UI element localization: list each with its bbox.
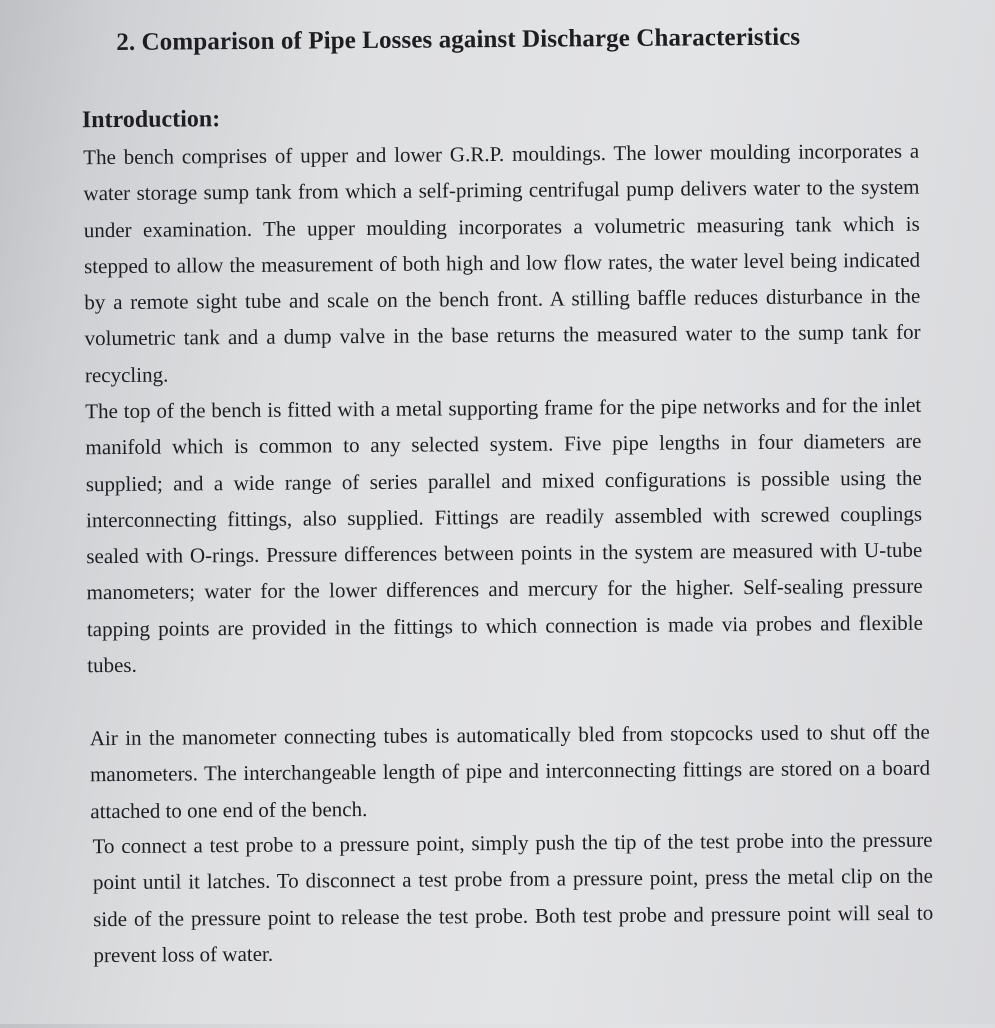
section-heading-introduction: Introduction: [81,106,221,134]
document-title: 2. Comparison of Pipe Losses against Discharge Characteristics [116,23,801,56]
paragraph-pipe-network: The top of the bench is fitted with a metal supporting frame for the pipe networks and for the inlet manifold which is common to any selected system. Five pipe lengths in four diameters are supplied; and a wide range of series parallel and mixed configurations is possible using the interconnecting fittings, also supplied. Fittings are readily assembled with screwed couplings sealed with O-rings. Pressure differences between points in the system are measured with U-tube manometers; water for the lower differences and mercury for the higher. Self-sealing pressure tapping points are provided in the fittings to which connection is made via probes and flexible tubes. [85,392,923,678]
paragraph-test-probe: To connect a test probe to a pressure point, simply push the tip of the test probe into the pressure point until it latches. To disconnect a test probe from a pressure point, press the metal clip on the side of the pressure point to release the test probe. Both test probe and pressure point will seal to prevent loss of water. [92,827,934,968]
paragraph-bench-description: The bench comprises of upper and lower G.R.P. mouldings. The lower moulding incorporates a water storage sump tank from which a self-priming centrifugal pump delivers water to the system under examination. The upper moulding incorporates a volumetric measuring tank which is stepped to allow the measurement of both high and low flow rates, the water level being indicated by a remote sight tube and scale on the bench front. A stilling baffle reduces disturbance in the volumetric tank and a dump valve in the base returns the measured water to the sump tank for recycling. [83,138,921,388]
paragraph-manometer-air: Air in the manometer connecting tubes is automatically bled from stopcocks used to shut off the manometers. The interchangeable length of pipe and interconnecting fittings are stored on a board attached to one end of the bench. [89,719,931,823]
